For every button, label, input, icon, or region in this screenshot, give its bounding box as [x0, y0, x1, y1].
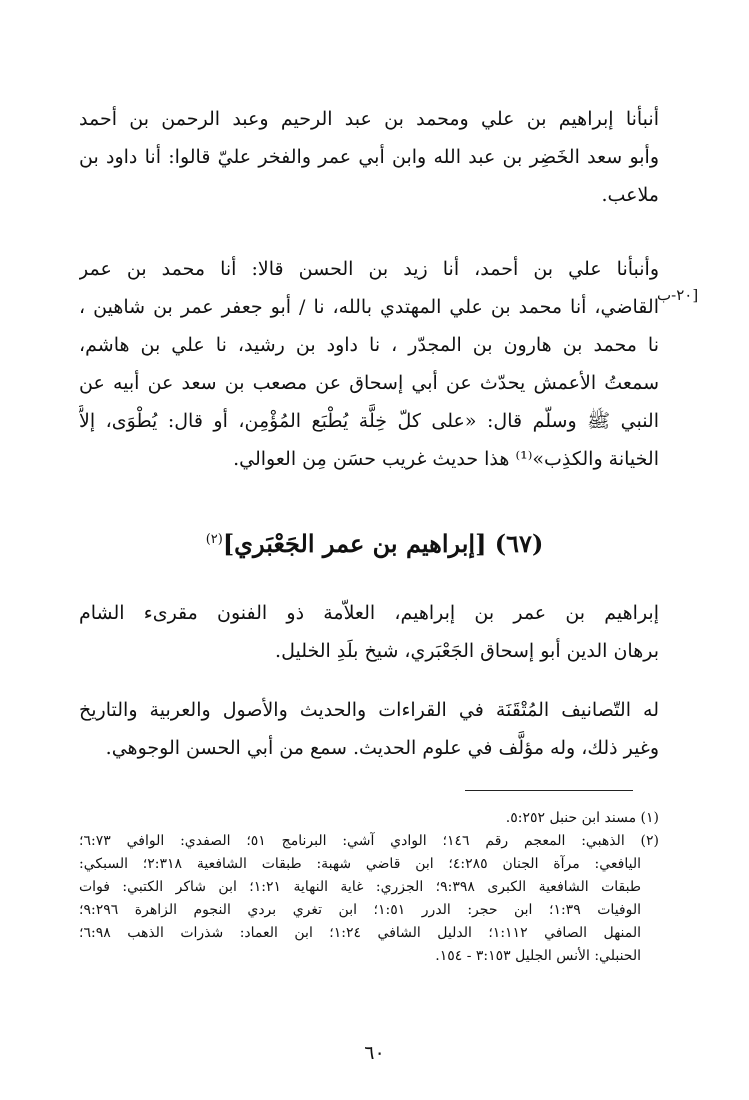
- paragraph-biography-works: [79, 691, 659, 767]
- text-line: وغير ذلك، وله مؤلَّف في علوم الحديث. سمع من أبي الحسن الوجوهي.: [105, 737, 659, 759]
- paragraph-biography-intro: [79, 594, 659, 670]
- text-line: وأنبأنا علي بن أحمد، أنا زيد بن الحسن قالا: أنا محمد بن عمر: [79, 258, 659, 280]
- footnotes: [79, 807, 659, 968]
- text-line: النبي ﷺ وسلّم قال: «على كلّ خِلَّة يُطْبَع المُؤْمِن، أو قال: يُطْوَى، إلاَّ: [79, 410, 659, 432]
- heading-footnote-marker: (٢): [205, 532, 223, 547]
- paragraph-chain-of-narration-2: [79, 250, 659, 478]
- page-number: ٦٠: [364, 1042, 385, 1064]
- text-line: له التّصانيف المُتْقَنَة في القراءات والحديث والأصول والعربية والتاريخ: [79, 699, 659, 721]
- footnote-separator: [465, 790, 633, 791]
- manuscript-folio-marker: [٢٠-ب: [657, 286, 699, 304]
- text-line: إبراهيم بن عمر بن إبراهيم، العلاّمة ذو الفنون مقرىء الشام: [79, 602, 659, 624]
- footnote-line: (٢) الذهبي: المعجم رقم ١٤٦؛ الوادي آشي: البرنامج ٥١؛ الصفدي: الوافي ٦:٧٣؛: [79, 833, 659, 849]
- text-line: ملاعب.: [601, 184, 659, 206]
- footnote-line: الوفيات ١:٣٩؛ ابن حجر: الدرر ١:٥١؛ ابن تغري بردي النجوم الزاهرة ٩:٢٩٦؛: [79, 902, 641, 918]
- text-line: أنبأنا إبراهيم بن علي ومحمد بن عبد الرحيم وعبد الرحمن بن أحمد: [79, 108, 659, 130]
- text-line: الخيانة والكذِب»⁽¹⁾ هذا حديث غريب حسَن مِن العوالي.: [233, 448, 659, 470]
- footnote-line: طبقات الشافعية الكبرى ٩:٣٩٨؛ الجزري: غاية النهاية ١:٢١؛ ابن شاكر الكتبي: فوات: [79, 879, 642, 895]
- footnote-line: اليافعي: مرآة الجنان ٤:٢٨٥؛ ابن قاضي شهبة: طبقات الشافعية ٢:٣١٨؛ السبكي:: [79, 856, 641, 872]
- footnote-line: الحنبلي: الأنس الجليل ٣:١٥٣ - ١٥٤.: [435, 948, 641, 964]
- paragraph-chain-of-narration-1: [79, 100, 659, 214]
- text-line: القاضي، أنا محمد بن علي المهتدي بالله، نا / أبو جعفر عمر بن شاهين ،: [79, 296, 659, 318]
- text-line: برهان الدين أبو إسحاق الجَعْبَري، شيخ بلَدِ الخليل.: [275, 640, 659, 662]
- section-heading: [0, 520, 749, 564]
- text-line: وأبو سعد الخَضِر بن عبد الله وابن أبي عمر والفخر عليّ قالوا: أنا داود بن: [79, 146, 659, 168]
- text-line: نا محمد بن هارون بن المجدّر ، نا داود بن رشيد، نا علي بن هاشم،: [79, 334, 659, 356]
- footnote-line: المنهل الصافي ١:١١٢؛ الدليل الشافي ١:٢٤؛ ابن العماد: شذرات الذهب ٦:٩٨؛: [79, 925, 641, 941]
- section-heading-text: (٦٧) [إبراهيم بن عمر الجَعْبَري]: [222, 529, 544, 558]
- text-line: سمعتُ الأعمش يحدّث عن أبي إسحاق عن مصعب بن سعد عن أبيه عن: [79, 372, 659, 394]
- footnote-line: (١) مسند ابن حنبل ٥:٢٥٢.: [505, 810, 659, 826]
